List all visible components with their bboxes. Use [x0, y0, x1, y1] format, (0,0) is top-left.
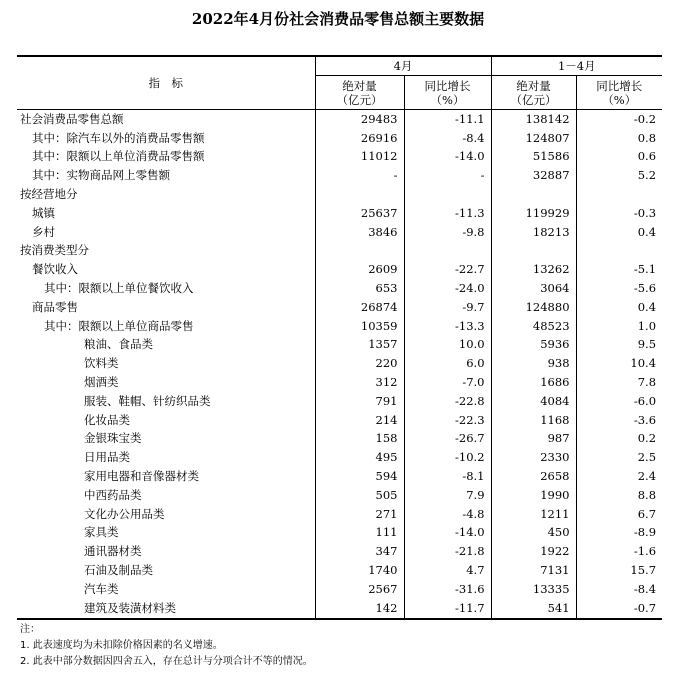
cell-apr-abs: 495	[315, 448, 404, 467]
table-row	[17, 317, 662, 336]
cell-ytd-yoy: -5.1	[576, 260, 662, 279]
cell-apr-abs: 1740	[315, 561, 404, 580]
row-label: 社会消费品零售总额	[20, 111, 124, 126]
row-label: 餐饮收入	[32, 262, 78, 277]
cell-ytd-yoy: 10.4	[576, 354, 662, 373]
cell-ytd-abs: 2658	[491, 467, 576, 486]
cell-apr-yoy: -4.8	[404, 505, 491, 524]
cell-apr-yoy: -22.8	[404, 392, 491, 411]
cell-ytd-abs: 138142	[491, 110, 576, 129]
cell-apr-abs: 653	[315, 279, 404, 298]
cell-apr-yoy: -9.7	[404, 298, 491, 317]
cell-apr-abs: 2609	[315, 260, 404, 279]
cell-ytd-yoy: -0.7	[576, 599, 662, 619]
cell-apr-yoy: -13.3	[404, 317, 491, 336]
table-row	[17, 524, 662, 543]
cell-ytd-abs: 119929	[491, 204, 576, 223]
cell-apr-abs: 25637	[315, 204, 404, 223]
table-row	[17, 279, 662, 298]
table-row	[17, 354, 662, 373]
row-label: 汽车类	[84, 581, 119, 596]
cell-ytd-abs	[491, 242, 576, 261]
cell-apr-abs: 594	[315, 467, 404, 486]
table-row	[17, 336, 662, 355]
cell-apr-abs: 505	[315, 486, 404, 505]
cell-ytd-abs: 18213	[491, 223, 576, 242]
cell-apr-abs: 791	[315, 392, 404, 411]
row-label: 按消费类型分	[20, 243, 89, 258]
cell-ytd-abs: 5936	[491, 336, 576, 355]
cell-apr-yoy	[404, 185, 491, 204]
cell-ytd-yoy: 1.0	[576, 317, 662, 336]
cell-ytd-yoy: 0.2	[576, 430, 662, 449]
cell-ytd-abs: 13335	[491, 580, 576, 599]
april-header: 4月	[315, 56, 491, 76]
cell-apr-abs: 2567	[315, 580, 404, 599]
table-row	[17, 561, 662, 580]
cell-ytd-yoy: -6.0	[576, 392, 662, 411]
cell-ytd-abs: 1686	[491, 373, 576, 392]
row-label: 通讯器材类	[84, 544, 142, 559]
row-label: 烟酒类	[84, 375, 119, 390]
cell-apr-abs: 142	[315, 599, 404, 619]
cell-apr-abs: 10359	[315, 317, 404, 336]
cell-ytd-abs: 2330	[491, 448, 576, 467]
row-label: 建筑及装潢材料类	[17, 599, 315, 619]
row-label: 商品零售	[32, 299, 78, 314]
row-label: 文化办公用品类	[84, 506, 165, 521]
cell-ytd-yoy: 6.7	[576, 505, 662, 524]
cell-ytd-abs: 938	[491, 354, 576, 373]
cell-ytd-abs: 32887	[491, 166, 576, 185]
cell-apr-yoy: 10.0	[404, 336, 491, 355]
cell-apr-yoy: -7.0	[404, 373, 491, 392]
table-body	[17, 110, 662, 619]
table-row	[17, 223, 662, 242]
row-label: 其中：限额以上单位消费品零售额	[32, 149, 205, 164]
cell-apr-yoy: -11.7	[404, 599, 491, 619]
april-yoy-header: 同比增长 （%）	[404, 76, 491, 110]
row-label: 按经营地分	[20, 187, 78, 202]
ytd-yoy-header: 同比增长 （%）	[576, 76, 662, 110]
cell-apr-yoy: -22.3	[404, 411, 491, 430]
cell-ytd-abs: 13262	[491, 260, 576, 279]
cell-apr-abs: 158	[315, 430, 404, 449]
notes	[20, 622, 313, 670]
cell-apr-yoy: -14.0	[404, 148, 491, 167]
cell-apr-abs: -	[315, 166, 404, 185]
cell-ytd-abs: 541	[491, 599, 576, 619]
table-row	[17, 505, 662, 524]
cell-apr-yoy	[404, 242, 491, 261]
cell-ytd-abs: 1922	[491, 542, 576, 561]
cell-apr-yoy: -8.4	[404, 129, 491, 148]
cell-ytd-yoy: 0.8	[576, 129, 662, 148]
cell-ytd-abs: 1211	[491, 505, 576, 524]
cell-ytd-yoy	[576, 242, 662, 261]
page-title: 2022年4月份社会消费品零售总额主要数据	[191, 10, 485, 28]
table-row	[17, 166, 662, 185]
cell-ytd-abs: 7131	[491, 561, 576, 580]
table-row	[17, 110, 662, 129]
table-row	[17, 148, 662, 167]
cell-ytd-yoy: 9.5	[576, 336, 662, 355]
cell-ytd-yoy: -1.6	[576, 542, 662, 561]
cell-ytd-yoy: 8.8	[576, 486, 662, 505]
cell-ytd-yoy: 2.4	[576, 467, 662, 486]
row-label: 金银珠宝类	[84, 431, 142, 446]
cell-apr-yoy: -24.0	[404, 279, 491, 298]
table-row	[17, 430, 662, 449]
row-label: 其中：实物商品网上零售额	[32, 168, 170, 183]
cell-apr-yoy: -10.2	[404, 448, 491, 467]
cell-apr-yoy: -9.8	[404, 223, 491, 242]
cell-ytd-abs: 450	[491, 524, 576, 543]
table-row	[17, 373, 662, 392]
row-label: 城镇	[32, 205, 55, 220]
cell-ytd-yoy: 2.5	[576, 448, 662, 467]
row-label: 服装、鞋帽、针纺织品类	[84, 393, 211, 408]
table-row	[17, 580, 662, 599]
note-1: 1. 此表速度均为未扣除价格因素的名义增速。	[20, 640, 223, 651]
notes-heading: 注：	[20, 624, 40, 635]
cell-ytd-yoy: -8.4	[576, 580, 662, 599]
table-row	[17, 486, 662, 505]
row-label: 化妆品类	[84, 412, 130, 427]
cell-ytd-yoy: -0.3	[576, 204, 662, 223]
row-label: 其中：限额以上单位餐饮收入	[44, 281, 194, 296]
cell-ytd-abs: 124880	[491, 298, 576, 317]
cell-apr-yoy: -11.1	[404, 110, 491, 129]
indicator-header: 指 标	[17, 56, 315, 110]
row-label: 乡村	[32, 224, 55, 239]
cell-apr-abs	[315, 185, 404, 204]
cell-apr-yoy: -	[404, 166, 491, 185]
row-label: 家用电器和音像器材类	[84, 469, 199, 484]
cell-apr-abs: 1357	[315, 336, 404, 355]
table-row	[17, 242, 662, 261]
table-row	[17, 392, 662, 411]
cell-ytd-abs: 987	[491, 430, 576, 449]
row-label: 家具类	[84, 525, 119, 540]
cell-apr-abs	[315, 242, 404, 261]
cell-apr-abs: 29483	[315, 110, 404, 129]
cell-apr-yoy: -21.8	[404, 542, 491, 561]
cell-ytd-abs: 51586	[491, 148, 576, 167]
cell-apr-abs: 220	[315, 354, 404, 373]
cell-ytd-abs: 48523	[491, 317, 576, 336]
table-row	[17, 185, 662, 204]
jan-apr-header: 1－4月	[491, 56, 662, 76]
row-label: 其中：限额以上单位商品零售	[44, 318, 194, 333]
cell-ytd-abs: 3064	[491, 279, 576, 298]
cell-ytd-yoy: -3.6	[576, 411, 662, 430]
row-label: 其中：除汽车以外的消费品零售额	[32, 130, 205, 145]
table-row	[17, 129, 662, 148]
cell-apr-yoy: -22.7	[404, 260, 491, 279]
cell-apr-abs: 3846	[315, 223, 404, 242]
cell-apr-abs: 26916	[315, 129, 404, 148]
cell-apr-abs: 347	[315, 542, 404, 561]
table-row	[17, 467, 662, 486]
cell-ytd-yoy: 0.4	[576, 298, 662, 317]
cell-apr-abs: 271	[315, 505, 404, 524]
table-row	[17, 298, 662, 317]
cell-ytd-abs: 124807	[491, 129, 576, 148]
cell-apr-yoy: 7.9	[404, 486, 491, 505]
retail-sales-table	[17, 55, 662, 620]
cell-ytd-abs: 1990	[491, 486, 576, 505]
table-row	[17, 204, 662, 223]
cell-ytd-yoy: 15.7	[576, 561, 662, 580]
cell-ytd-yoy: 7.8	[576, 373, 662, 392]
cell-apr-abs: 214	[315, 411, 404, 430]
cell-ytd-yoy	[576, 185, 662, 204]
cell-apr-yoy: 6.0	[404, 354, 491, 373]
cell-apr-abs: 312	[315, 373, 404, 392]
cell-apr-abs: 26874	[315, 298, 404, 317]
table-row	[17, 542, 662, 561]
note-2: 2. 此表中部分数据因四舍五入，存在总计与分项合计不等的情况。	[20, 656, 313, 667]
row-label: 粮油、食品类	[84, 337, 153, 352]
cell-apr-yoy: -31.6	[404, 580, 491, 599]
table-row	[17, 260, 662, 279]
cell-apr-yoy: -11.3	[404, 204, 491, 223]
table-row	[17, 411, 662, 430]
cell-apr-abs: 111	[315, 524, 404, 543]
ytd-abs-header: 绝对量 （亿元）	[491, 76, 576, 110]
cell-apr-yoy: -8.1	[404, 467, 491, 486]
cell-ytd-yoy: 0.6	[576, 148, 662, 167]
table-row	[17, 599, 662, 619]
cell-apr-abs: 11012	[315, 148, 404, 167]
cell-apr-yoy: 4.7	[404, 561, 491, 580]
cell-ytd-abs: 1168	[491, 411, 576, 430]
row-label: 中西药品类	[84, 487, 142, 502]
cell-ytd-yoy: -5.6	[576, 279, 662, 298]
table-row	[17, 448, 662, 467]
cell-ytd-yoy: -8.9	[576, 524, 662, 543]
cell-apr-yoy: -26.7	[404, 430, 491, 449]
row-label: 石油及制品类	[84, 563, 153, 578]
row-label: 饮料类	[84, 356, 119, 371]
cell-ytd-abs	[491, 185, 576, 204]
cell-ytd-yoy: 5.2	[576, 166, 662, 185]
cell-ytd-abs: 4084	[491, 392, 576, 411]
cell-ytd-yoy: 0.4	[576, 223, 662, 242]
april-abs-header: 绝对量 （亿元）	[315, 76, 404, 110]
cell-apr-yoy: -14.0	[404, 524, 491, 543]
row-label: 日用品类	[84, 450, 130, 465]
cell-ytd-yoy: -0.2	[576, 110, 662, 129]
